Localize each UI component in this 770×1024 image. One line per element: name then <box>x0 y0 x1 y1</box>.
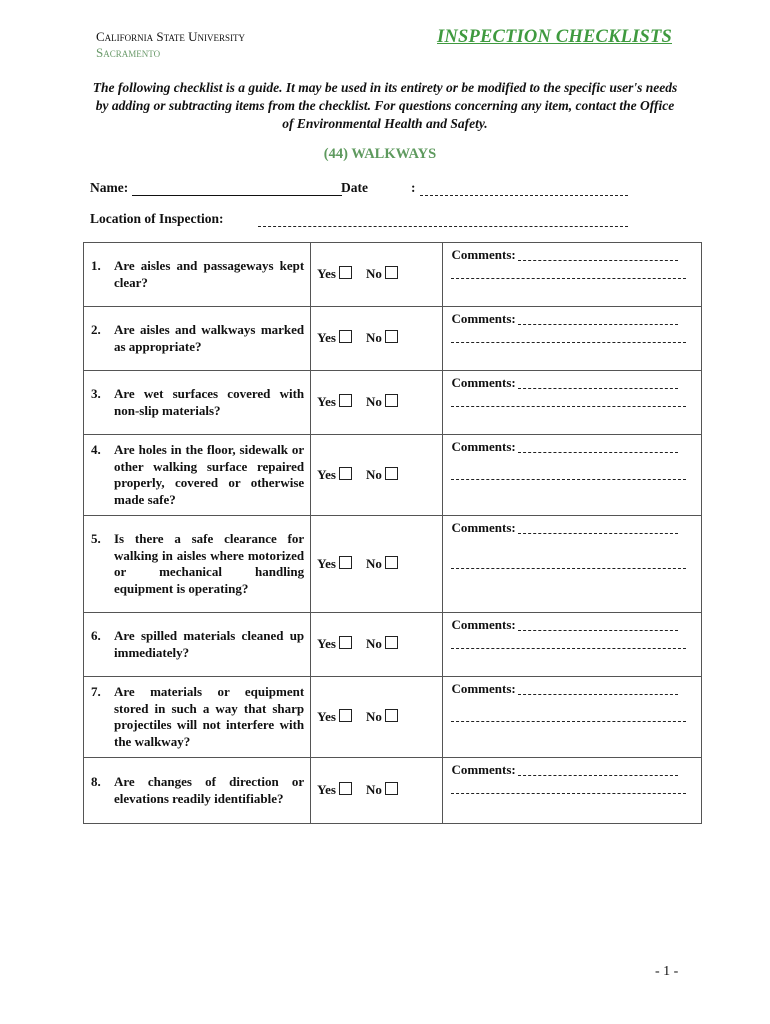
question-cell <box>84 613 311 677</box>
comments-field[interactable] <box>518 682 678 695</box>
comments-field[interactable] <box>518 763 678 776</box>
checklist-row <box>84 613 702 677</box>
yes-option <box>317 782 352 799</box>
no-checkbox[interactable] <box>385 636 398 649</box>
answer-cell <box>311 613 443 677</box>
yes-label: Yes <box>317 782 336 798</box>
no-checkbox[interactable] <box>385 266 398 279</box>
question-text: Are materials or equipment stored in such a way that sharp projectiles will not interfere with the walkway? <box>114 684 305 749</box>
no-label: No <box>365 555 382 571</box>
yes-checkbox[interactable] <box>339 467 352 480</box>
section-title: (44) WALKWAYS <box>323 146 437 162</box>
comments-field[interactable] <box>518 248 678 261</box>
no-label: No <box>365 466 382 482</box>
comments-cell <box>443 613 702 677</box>
comments-field-line2[interactable] <box>451 634 686 649</box>
answer-cell <box>311 435 443 516</box>
comments-field-line2[interactable] <box>451 264 686 279</box>
comments-cell <box>443 677 702 758</box>
name-label: Name: <box>90 180 129 195</box>
question-text: Are aisles and walkways marked as appropriate? <box>114 322 305 354</box>
location-field[interactable] <box>258 226 628 227</box>
no-option <box>366 266 398 283</box>
location-row <box>90 211 690 229</box>
checklist-row <box>84 677 702 758</box>
no-label: No <box>365 266 382 282</box>
comments-field-line2[interactable] <box>451 328 686 343</box>
name-field[interactable] <box>132 195 342 196</box>
question-cell <box>84 516 311 613</box>
comments-field-line2[interactable] <box>451 537 686 569</box>
question-cell <box>84 435 311 516</box>
no-label: No <box>365 636 382 652</box>
comments-field[interactable] <box>518 618 678 631</box>
no-label: No <box>365 708 382 724</box>
checklist-row <box>84 307 702 371</box>
comments-label: Comments: <box>451 762 516 777</box>
no-checkbox[interactable] <box>385 330 398 343</box>
yes-checkbox[interactable] <box>339 709 352 722</box>
question-cell <box>84 677 311 758</box>
comments-cell <box>443 516 702 613</box>
yes-option <box>317 636 352 653</box>
yes-checkbox[interactable] <box>339 636 352 649</box>
no-option <box>366 556 398 573</box>
no-label: No <box>365 330 382 346</box>
location-label: Location of Inspection: <box>90 211 224 226</box>
yes-option <box>317 330 352 347</box>
comments-field[interactable] <box>518 376 678 389</box>
no-checkbox[interactable] <box>385 394 398 407</box>
question-number: 1. <box>91 258 101 273</box>
checklist-row <box>84 516 702 613</box>
no-option <box>366 636 398 653</box>
university-name <box>96 29 245 61</box>
university-line1: California State University <box>96 29 246 44</box>
yes-option <box>317 709 352 726</box>
no-option <box>366 330 398 347</box>
answer-cell <box>311 677 443 758</box>
comments-label: Comments: <box>451 520 516 535</box>
question-number: 8. <box>91 774 101 789</box>
comments-field-line2[interactable] <box>451 456 686 480</box>
comments-field-line2[interactable] <box>451 698 686 722</box>
no-option <box>366 467 398 484</box>
comments-label: Comments: <box>451 375 516 390</box>
yes-checkbox[interactable] <box>339 394 352 407</box>
date-colon: : <box>411 180 416 195</box>
yes-option <box>317 266 352 283</box>
comments-cell <box>443 243 702 307</box>
answer-cell <box>311 516 443 613</box>
yes-label: Yes <box>317 708 336 724</box>
date-field[interactable] <box>420 195 628 196</box>
yes-option <box>317 556 352 573</box>
yes-label: Yes <box>317 330 336 346</box>
yes-checkbox[interactable] <box>339 266 352 279</box>
question-text: Is there a safe clearance for walking in aisles where motorized or mechanical handling equipment is operating? <box>114 531 305 596</box>
comments-field-line2[interactable] <box>451 392 686 407</box>
checklist-row <box>84 435 702 516</box>
comments-label: Comments: <box>451 617 516 632</box>
no-checkbox[interactable] <box>385 556 398 569</box>
comments-label: Comments: <box>451 681 516 696</box>
question-number: 5. <box>91 531 101 546</box>
question-text: Are changes of direction or elevations readily identifiable? <box>114 774 305 806</box>
comments-cell <box>443 758 702 824</box>
yes-label: Yes <box>317 466 336 482</box>
yes-option <box>317 467 352 484</box>
yes-label: Yes <box>317 394 336 410</box>
question-text: Are aisles and passageways kept clear? <box>114 258 305 290</box>
question-cell <box>84 758 311 824</box>
answer-cell <box>311 371 443 435</box>
question-cell <box>84 307 311 371</box>
answer-cell <box>311 758 443 824</box>
no-checkbox[interactable] <box>385 467 398 480</box>
intro-text: The following checklist is a guide. It may be used in its entirety or be modified to the specific user's needs by adding or subtracting items from the checklist. For questions concerning any item, contact the Office of Environmental Health and Safety. <box>92 80 678 131</box>
no-checkbox[interactable] <box>385 709 398 722</box>
question-number: 2. <box>91 322 101 337</box>
no-option <box>366 709 398 726</box>
question-text: Are wet surfaces covered with non-slip materials? <box>114 386 305 418</box>
no-option <box>366 394 398 411</box>
answer-cell <box>311 243 443 307</box>
no-checkbox[interactable] <box>385 782 398 795</box>
date-label: Date <box>341 180 368 195</box>
comments-field[interactable] <box>518 312 678 325</box>
yes-checkbox[interactable] <box>339 556 352 569</box>
comments-field-line2[interactable] <box>451 779 686 794</box>
yes-label: Yes <box>317 555 336 571</box>
question-number: 3. <box>91 386 101 401</box>
yes-label: Yes <box>317 266 336 282</box>
yes-checkbox[interactable] <box>339 782 352 795</box>
document-title: INSPECTION CHECKLISTS <box>437 27 672 47</box>
yes-label: Yes <box>317 636 336 652</box>
comments-cell <box>443 371 702 435</box>
no-label: No <box>365 394 382 410</box>
question-text: Are holes in the floor, sidewalk or other walking surface repaired properly, covered or otherwise made safe? <box>114 442 305 507</box>
checklist-row <box>84 758 702 824</box>
question-cell <box>84 371 311 435</box>
checklist-row <box>84 243 702 307</box>
checklist-row <box>84 371 702 435</box>
comments-label: Comments: <box>451 439 516 454</box>
comments-field[interactable] <box>518 440 678 453</box>
question-number: 6. <box>91 628 101 643</box>
question-text: Are spilled materials cleaned up immediately? <box>114 628 305 660</box>
comments-cell <box>443 307 702 371</box>
question-cell <box>84 243 311 307</box>
checklist-table <box>83 242 702 824</box>
question-number: 7. <box>91 684 101 699</box>
comments-field[interactable] <box>518 521 678 534</box>
no-option <box>366 782 398 799</box>
name-date-row <box>90 180 690 198</box>
no-label: No <box>365 782 382 798</box>
answer-cell <box>311 307 443 371</box>
university-line2: Sacramento <box>96 45 161 60</box>
yes-option <box>317 394 352 411</box>
yes-checkbox[interactable] <box>339 330 352 343</box>
comments-label: Comments: <box>451 311 516 326</box>
page-number: - 1 - <box>655 964 679 979</box>
question-number: 4. <box>91 442 101 457</box>
comments-label: Comments: <box>451 247 516 262</box>
comments-cell <box>443 435 702 516</box>
